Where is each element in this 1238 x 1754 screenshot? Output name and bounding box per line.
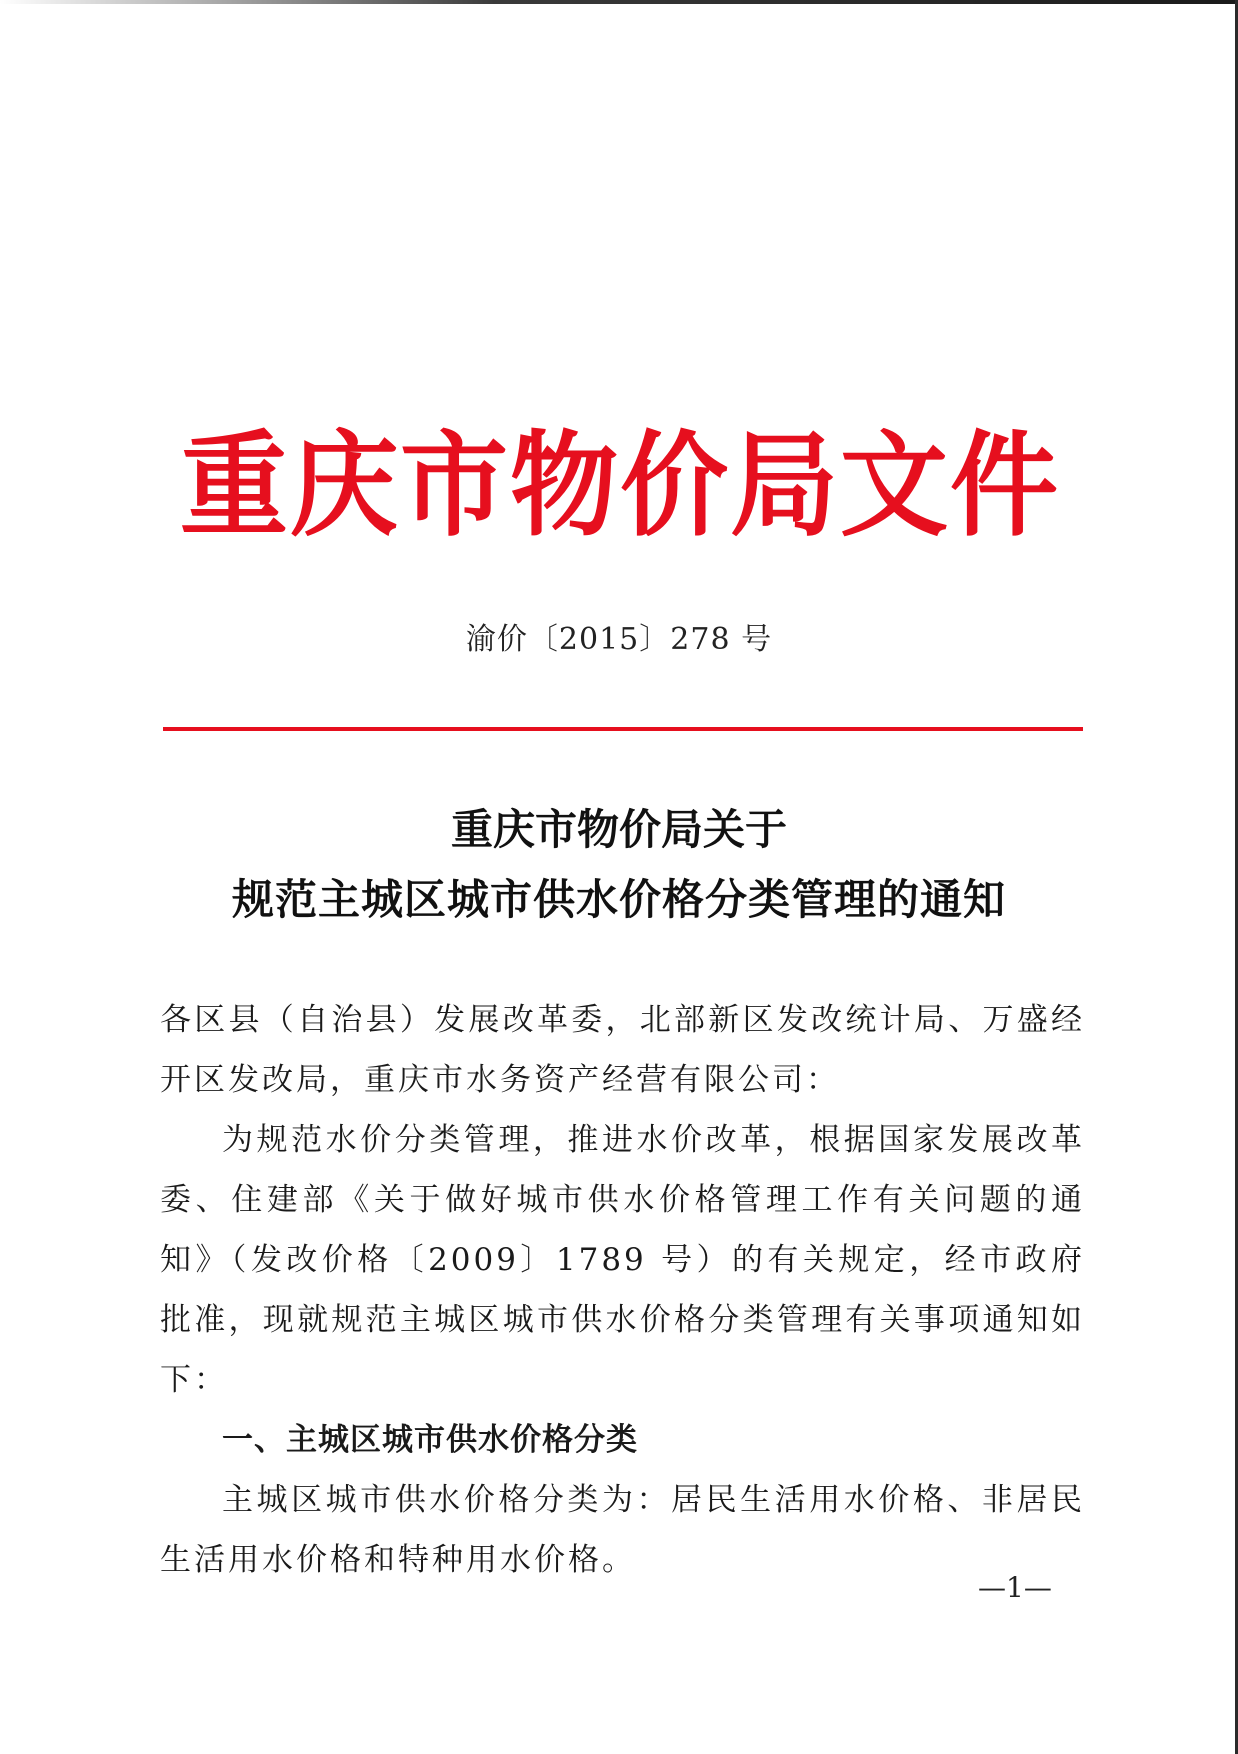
intro-paragraph: 为规范水价分类管理，推进水价改革，根据国家发展改革委、住建部《关于做好城市供水价格管理工作有关问题的通知》（发改价格〔2009〕1789 号）的有关规定，经市政府批准，现就规范主城区城市供水价格分类管理有关事项通知如下： bbox=[160, 1122, 1085, 1398]
document-header-title: 重庆市物价局文件 bbox=[179, 420, 1060, 553]
scan-edge-top bbox=[0, 0, 1238, 4]
section-1-heading: 一、主城区城市供水价格分类 bbox=[222, 1422, 638, 1458]
document-body bbox=[160, 990, 1085, 1590]
section-1-paragraph: 主城区城市供水价格分类为：居民生活用水价格、非居民生活用水价格和特种用水价格。 bbox=[160, 1482, 1085, 1578]
notice-title-line-1: 重庆市物价局关于 bbox=[450, 805, 787, 854]
red-divider-line bbox=[163, 727, 1083, 731]
notice-title-line-2: 规范主城区城市供水价格分类管理的通知 bbox=[231, 875, 1006, 924]
document-number: 渝价〔2015〕278 号 bbox=[465, 622, 773, 657]
addressees-paragraph: 各区县（自治县）发展改革委，北部新区发改统计局、万盛经开区发改局，重庆市水务资产经营有限公司： bbox=[160, 1002, 1085, 1098]
page-number: —1— bbox=[978, 1571, 1052, 1604]
